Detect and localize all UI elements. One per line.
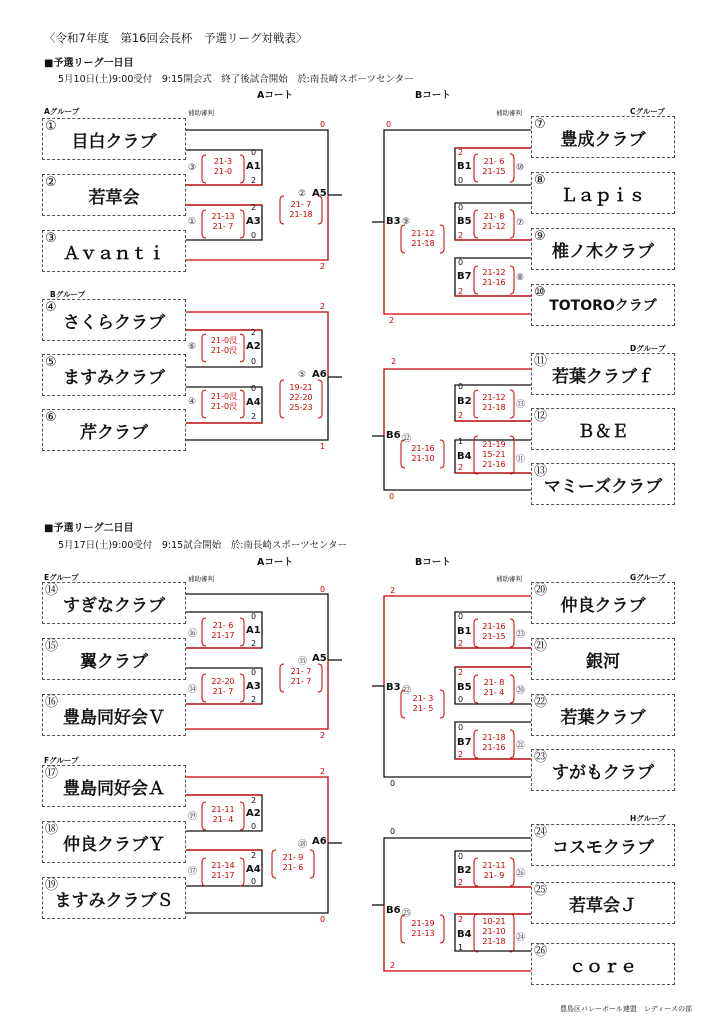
team-number: ⑱ bbox=[45, 822, 59, 837]
set-score: 21-0没 bbox=[210, 346, 238, 355]
match-point: 0 bbox=[458, 723, 464, 732]
match-point: 0 bbox=[390, 827, 396, 836]
match-point: 2 bbox=[458, 750, 464, 759]
set-score: 21-3 bbox=[213, 157, 233, 166]
match-point: 2 bbox=[251, 851, 257, 860]
team-name: 豊島同好会Ｖ bbox=[63, 707, 165, 728]
team-name: マミーズクラブ bbox=[543, 476, 663, 497]
set-score: 21-15 bbox=[482, 632, 506, 641]
match-ref: ⑯ bbox=[188, 629, 198, 639]
team-card bbox=[42, 409, 186, 451]
match-code: A6 bbox=[312, 369, 327, 380]
match-ref: ⑱ bbox=[298, 840, 308, 850]
match-point: 2 bbox=[320, 731, 326, 740]
match-code: B5 bbox=[457, 682, 472, 693]
team-name: すぎなクラブ bbox=[63, 595, 165, 616]
team-number: ⑩ bbox=[534, 285, 546, 300]
match-ref: ⑥ bbox=[188, 342, 197, 352]
team-number: ③ bbox=[45, 231, 57, 246]
group-label-b: Bグループ bbox=[50, 290, 86, 299]
set-score: 21-0没 bbox=[210, 402, 238, 411]
group-label-f: Fグループ bbox=[44, 756, 79, 765]
match-score bbox=[406, 229, 440, 249]
match-code: B4 bbox=[457, 929, 472, 940]
match-score bbox=[207, 861, 239, 881]
team-name: Ｌａｐｉｓ bbox=[560, 185, 646, 206]
match-score bbox=[207, 212, 239, 232]
team-card bbox=[42, 354, 186, 396]
match-score bbox=[284, 667, 318, 687]
team-name: 若草会 bbox=[88, 187, 140, 208]
match-point: 2 bbox=[458, 231, 464, 240]
match-point: 0 bbox=[251, 822, 257, 831]
set-score: 21-18 bbox=[482, 403, 506, 412]
team-card bbox=[531, 638, 675, 680]
set-score: 15-21 bbox=[482, 450, 506, 459]
set-score: 21- 9 bbox=[483, 871, 505, 880]
match-point: 0 bbox=[458, 612, 464, 621]
match-score bbox=[479, 678, 509, 698]
team-number: ⑳ bbox=[534, 583, 548, 598]
set-score: 21-16 bbox=[482, 743, 506, 752]
set-score: 21-13 bbox=[211, 212, 235, 221]
team-number: ⑪ bbox=[534, 354, 548, 369]
match-code: B7 bbox=[457, 271, 472, 282]
set-score: 21-0没 bbox=[210, 336, 238, 345]
match-ref: ㉖ bbox=[516, 869, 526, 879]
match-point: 2 bbox=[458, 668, 464, 677]
team-number: ⑭ bbox=[45, 583, 59, 598]
match-point: 0 bbox=[386, 120, 392, 129]
team-card bbox=[531, 228, 675, 270]
day1-schedule: 5月10日(土)9:00受付 9:15開会式 終了後試合開始 於:南長崎スポーツセンター bbox=[58, 74, 414, 85]
match-score bbox=[406, 919, 440, 939]
match-score bbox=[479, 440, 509, 470]
match-ref: ⑰ bbox=[188, 867, 198, 877]
match-point: 0 bbox=[320, 585, 326, 594]
team-card bbox=[531, 943, 675, 985]
team-name: すがもクラブ bbox=[552, 762, 654, 783]
team-number: ⑯ bbox=[45, 695, 59, 710]
match-code: A6 bbox=[312, 836, 327, 847]
day1-a-court-label: Aコート bbox=[257, 90, 293, 101]
match-code: B4 bbox=[457, 451, 472, 462]
match-point: 0 bbox=[251, 357, 257, 366]
team-number: ㉒ bbox=[534, 695, 548, 710]
set-score: 21-11 bbox=[482, 861, 506, 870]
match-point: 2 bbox=[458, 148, 464, 157]
set-score: 21-0 bbox=[213, 167, 233, 176]
match-ref: ⑨ bbox=[402, 217, 411, 227]
match-score bbox=[479, 157, 509, 177]
match-point: 1 bbox=[458, 943, 464, 952]
team-name: 銀河 bbox=[586, 651, 620, 672]
set-score: 21-12 bbox=[411, 229, 435, 238]
team-name: Ｂ＆Ｅ bbox=[577, 421, 629, 442]
set-score: 21- 7 bbox=[290, 677, 312, 686]
match-ref: ③ bbox=[188, 163, 197, 173]
footer: 豊島区バレーボール連盟 レディースの部 bbox=[560, 1005, 692, 1013]
team-number: ② bbox=[45, 175, 57, 190]
match-point: 2 bbox=[251, 796, 257, 805]
match-point: 0 bbox=[458, 852, 464, 861]
day1-assist-label-left: 補助審判 bbox=[188, 109, 214, 117]
team-number: ① bbox=[45, 119, 57, 134]
team-name: 豊島同好会Ａ bbox=[63, 778, 165, 799]
match-ref: ④ bbox=[188, 397, 197, 407]
match-code: A5 bbox=[312, 188, 327, 199]
set-score: 21-17 bbox=[211, 631, 235, 640]
match-score bbox=[206, 392, 242, 412]
team-name: 翼クラブ bbox=[80, 651, 148, 672]
match-ref: ⑤ bbox=[298, 370, 307, 380]
team-card bbox=[42, 765, 186, 807]
team-name: ますみクラブＳ bbox=[54, 890, 174, 911]
team-card bbox=[42, 118, 186, 160]
team-number: ⑧ bbox=[534, 173, 546, 188]
set-score: 21-16 bbox=[482, 622, 506, 631]
match-code: A1 bbox=[246, 625, 261, 636]
set-score: 21-11 bbox=[211, 805, 235, 814]
match-point: 0 bbox=[320, 120, 326, 129]
team-name: さくらクラブ bbox=[63, 312, 165, 333]
day1-assist-label-right: 補助審判 bbox=[496, 109, 522, 117]
match-point: 0 bbox=[458, 203, 464, 212]
match-ref: ⑲ bbox=[188, 812, 198, 822]
team-number: ㉕ bbox=[534, 883, 548, 898]
team-card bbox=[42, 694, 186, 736]
set-score: 21- 7 bbox=[290, 667, 312, 676]
match-point: 1 bbox=[458, 437, 464, 446]
match-ref: ㉕ bbox=[402, 909, 412, 919]
match-ref: ② bbox=[298, 189, 307, 199]
match-ref: ⑮ bbox=[298, 657, 308, 667]
match-point: 0 bbox=[389, 492, 395, 501]
page-title: 〈令和7年度 第16回会長杯 予選リーグ対戦表〉 bbox=[44, 31, 308, 45]
match-point: 0 bbox=[251, 384, 257, 393]
match-code: A5 bbox=[312, 653, 327, 664]
set-score: 25-23 bbox=[289, 403, 313, 412]
set-score: 21- 7 bbox=[212, 222, 234, 231]
team-number: ⑫ bbox=[534, 409, 548, 424]
match-ref: ㉒ bbox=[402, 686, 412, 696]
team-card bbox=[42, 299, 186, 341]
match-code: B3 bbox=[386, 682, 401, 693]
set-score: 21- 5 bbox=[412, 704, 434, 713]
team-card bbox=[531, 116, 675, 158]
match-point: 0 bbox=[251, 148, 257, 157]
team-card bbox=[42, 582, 186, 624]
match-code: B1 bbox=[457, 161, 472, 172]
match-point: 0 bbox=[458, 176, 464, 185]
match-code: A4 bbox=[246, 397, 261, 408]
match-point: 2 bbox=[251, 203, 257, 212]
team-name: ますみクラブ bbox=[63, 367, 165, 388]
match-ref: ⑫ bbox=[402, 434, 412, 444]
team-number: ⑮ bbox=[45, 639, 59, 654]
match-ref: ⑦ bbox=[516, 218, 525, 228]
match-point: 0 bbox=[458, 258, 464, 267]
set-score: 21-12 bbox=[482, 222, 506, 231]
match-score bbox=[206, 336, 242, 356]
match-point: 0 bbox=[390, 779, 396, 788]
match-ref: ① bbox=[188, 217, 197, 227]
match-point: 2 bbox=[320, 302, 326, 311]
team-name: ｃｏｒｅ bbox=[569, 956, 637, 977]
match-ref: ⑳ bbox=[516, 686, 526, 696]
match-code: B3 bbox=[386, 216, 401, 227]
match-point: 0 bbox=[458, 695, 464, 704]
team-number: ㉖ bbox=[534, 944, 548, 959]
team-name: 目白クラブ bbox=[71, 131, 157, 152]
team-number: ⑲ bbox=[45, 878, 59, 893]
team-card bbox=[531, 463, 675, 505]
match-point: 2 bbox=[458, 411, 464, 420]
set-score: 22-20 bbox=[289, 393, 313, 402]
set-score: 21-10 bbox=[411, 454, 435, 463]
match-code: B6 bbox=[386, 905, 401, 916]
match-ref: ⑧ bbox=[516, 273, 525, 283]
set-score: 21-14 bbox=[211, 861, 235, 870]
match-ref: ⑪ bbox=[516, 455, 526, 465]
match-point: 0 bbox=[251, 877, 257, 886]
day2-heading: ■予選リーグ二日目 bbox=[44, 523, 134, 534]
group-label-d: Dグループ bbox=[630, 344, 666, 353]
match-point: 2 bbox=[251, 176, 257, 185]
set-score: 21- 9 bbox=[282, 853, 304, 862]
set-score: 21-18 bbox=[482, 733, 506, 742]
match-point: 2 bbox=[390, 961, 396, 970]
day2-assist-label-left: 補助審判 bbox=[188, 575, 214, 583]
team-card bbox=[42, 638, 186, 680]
team-card bbox=[531, 582, 675, 624]
team-name: Ａｖａｎｔｉ bbox=[63, 243, 165, 264]
team-name: 仲良クラブ bbox=[560, 595, 646, 616]
group-label-a: Aグループ bbox=[44, 107, 80, 116]
match-point: 0 bbox=[251, 231, 257, 240]
match-point: 2 bbox=[251, 695, 257, 704]
team-card bbox=[42, 877, 186, 919]
match-ref: ㉔ bbox=[516, 933, 526, 943]
team-number: ④ bbox=[45, 300, 57, 315]
match-code: A3 bbox=[246, 681, 261, 692]
match-ref: ⑩ bbox=[516, 163, 525, 173]
set-score: 21- 6 bbox=[282, 863, 304, 872]
match-point: 2 bbox=[251, 412, 257, 421]
set-score: 21-18 bbox=[289, 210, 313, 219]
team-number: ⑤ bbox=[45, 355, 57, 370]
match-point: 2 bbox=[458, 287, 464, 296]
team-card bbox=[531, 882, 675, 924]
match-ref: ㉓ bbox=[516, 630, 526, 640]
match-point: 2 bbox=[389, 316, 395, 325]
set-score: 22-20 bbox=[211, 677, 235, 686]
team-card bbox=[42, 174, 186, 216]
match-code: A3 bbox=[246, 216, 261, 227]
match-score bbox=[207, 805, 239, 825]
team-card bbox=[531, 172, 675, 214]
match-ref: ⑬ bbox=[516, 400, 526, 410]
team-number: ㉑ bbox=[534, 639, 548, 654]
team-card bbox=[531, 694, 675, 736]
match-point: 0 bbox=[251, 668, 257, 677]
match-code: B2 bbox=[457, 865, 472, 876]
team-number: ⑥ bbox=[45, 410, 57, 425]
match-code: B5 bbox=[457, 216, 472, 227]
match-ref: ㉑ bbox=[516, 741, 526, 751]
day1-heading: ■予選リーグ一日目 bbox=[44, 58, 134, 69]
set-score: 21- 4 bbox=[212, 815, 234, 824]
match-point: 2 bbox=[458, 878, 464, 887]
team-name: 椎ノ木クラブ bbox=[552, 241, 654, 262]
day1-b-court-label: Bコート bbox=[415, 90, 451, 101]
team-name: コスモクラブ bbox=[552, 837, 654, 858]
team-number: ⑦ bbox=[534, 117, 546, 132]
match-point: 2 bbox=[458, 915, 464, 924]
match-score bbox=[207, 621, 239, 641]
set-score: 19-21 bbox=[289, 383, 313, 392]
match-score bbox=[406, 694, 440, 714]
set-score: 21-13 bbox=[411, 929, 435, 938]
match-code: A1 bbox=[246, 161, 261, 172]
set-score: 21-16 bbox=[482, 460, 506, 469]
team-card bbox=[531, 353, 675, 395]
match-point: 1 bbox=[320, 442, 326, 451]
match-score bbox=[284, 383, 318, 413]
day2-a-court-label: Aコート bbox=[257, 557, 293, 568]
set-score: 21-19 bbox=[411, 919, 435, 928]
day2-schedule: 5月17日(土)9:00受付 9:15試合開始 於:南長崎スポーツセンター bbox=[58, 540, 348, 551]
team-number: ㉔ bbox=[534, 825, 548, 840]
team-card bbox=[42, 230, 186, 272]
match-point: 0 bbox=[320, 915, 326, 924]
match-point: 2 bbox=[320, 767, 326, 776]
match-point: 2 bbox=[458, 639, 464, 648]
set-score: 21- 8 bbox=[483, 678, 505, 687]
match-point: 2 bbox=[320, 262, 326, 271]
team-name: 仲良クラブＹ bbox=[63, 834, 165, 855]
match-point: 2 bbox=[251, 639, 257, 648]
team-name: 若葉クラブ bbox=[560, 707, 646, 728]
set-score: 21-16 bbox=[411, 444, 435, 453]
set-score: 21-0没 bbox=[210, 392, 238, 401]
set-score: 21- 6 bbox=[483, 157, 505, 166]
match-point: 2 bbox=[391, 357, 397, 366]
team-name: TOTOROクラブ bbox=[549, 298, 657, 314]
match-point: 0 bbox=[251, 612, 257, 621]
set-score: 21-15 bbox=[482, 167, 506, 176]
match-score bbox=[207, 157, 239, 177]
set-score: 21- 6 bbox=[212, 621, 234, 630]
match-score bbox=[207, 677, 239, 697]
set-score: 21-16 bbox=[482, 278, 506, 287]
team-card bbox=[42, 821, 186, 863]
team-name: 豊成クラブ bbox=[560, 129, 646, 150]
match-score bbox=[479, 733, 509, 753]
team-name: 若草会Ｊ bbox=[569, 895, 637, 916]
set-score: 21-10 bbox=[482, 927, 506, 936]
match-point: 2 bbox=[390, 586, 396, 595]
team-card bbox=[531, 824, 675, 866]
set-score: 21-17 bbox=[211, 871, 235, 880]
match-score bbox=[479, 212, 509, 232]
team-card bbox=[531, 408, 675, 450]
group-label-c: Cグループ bbox=[630, 107, 665, 116]
group-label-e: Eグループ bbox=[44, 573, 79, 582]
set-score: 21-12 bbox=[482, 393, 506, 402]
set-score: 21-18 bbox=[411, 239, 435, 248]
set-score: 21- 8 bbox=[483, 212, 505, 221]
set-score: 21-18 bbox=[482, 937, 506, 946]
match-score bbox=[284, 200, 318, 220]
match-code: B1 bbox=[457, 626, 472, 637]
match-code: A2 bbox=[246, 808, 261, 819]
group-label-h: Hグループ bbox=[630, 814, 666, 823]
match-code: A4 bbox=[246, 864, 261, 875]
match-point: 2 bbox=[251, 328, 257, 337]
set-score: 21-19 bbox=[482, 440, 506, 449]
match-score bbox=[406, 444, 440, 464]
match-code: B2 bbox=[457, 396, 472, 407]
team-name: 若葉クラブｆ bbox=[552, 366, 654, 387]
match-ref: ⑭ bbox=[188, 685, 198, 695]
set-score: 10-21 bbox=[482, 917, 506, 926]
match-code: B6 bbox=[386, 430, 401, 441]
match-score bbox=[479, 622, 509, 642]
set-score: 21- 3 bbox=[412, 694, 434, 703]
group-label-g: Gグループ bbox=[630, 573, 666, 582]
match-code: A2 bbox=[246, 341, 261, 352]
set-score: 21-12 bbox=[482, 268, 506, 277]
team-name: 芹クラブ bbox=[80, 422, 148, 443]
match-score bbox=[479, 917, 509, 947]
team-card bbox=[531, 749, 675, 791]
match-point: 2 bbox=[458, 463, 464, 472]
match-point: 0 bbox=[458, 382, 464, 391]
match-score bbox=[276, 853, 310, 873]
match-score bbox=[479, 393, 509, 413]
set-score: 21- 4 bbox=[483, 688, 505, 697]
team-number: ⑨ bbox=[534, 229, 546, 244]
day2-b-court-label: Bコート bbox=[415, 557, 451, 568]
team-number: ⑬ bbox=[534, 464, 548, 479]
set-score: 21- 7 bbox=[212, 687, 234, 696]
team-number: ⑰ bbox=[45, 766, 59, 781]
set-score: 21- 7 bbox=[290, 200, 312, 209]
team-number: ㉓ bbox=[534, 750, 548, 765]
team-card bbox=[531, 284, 675, 326]
match-score bbox=[479, 268, 509, 288]
match-score bbox=[479, 861, 509, 881]
day2-assist-label-right: 補助審判 bbox=[496, 575, 522, 583]
match-code: B7 bbox=[457, 737, 472, 748]
